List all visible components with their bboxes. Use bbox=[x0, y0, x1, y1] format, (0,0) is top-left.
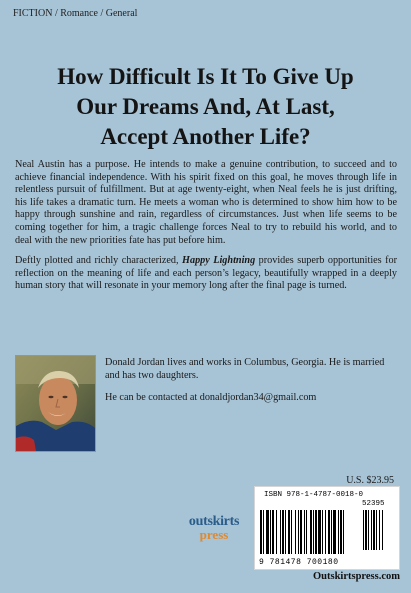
synopsis-paragraph-1: Neal Austin has a purpose. He intends to make a genuine contribution, to succeed and to achieve financial independence. With his spirit fixed on this goal, he moves through life in relentless pursuit of fulfillment. But at age twenty-eight, when Neal feels he is just drifting, his life takes a dramatic turn. He meets a woman who is determined to show him how to be happy through sunshine and rain, regardless of circumstances. Just when life seems to be coming together for him, a tragic challenge forces Neal to try to rebuild his world, and to deal with the new priorities fate has put before him. bbox=[15, 159, 397, 246]
synopsis-paragraph-2 bbox=[15, 255, 397, 293]
barcode-panel bbox=[254, 486, 400, 570]
publisher-logo-bottom: press bbox=[199, 527, 229, 542]
headline-line-3: Accept Another Life? bbox=[100, 124, 311, 149]
ean-digits: 9 781478 700180 bbox=[259, 558, 339, 567]
synopsis-p2-lead: Deftly plotted and richly characterized, bbox=[15, 255, 183, 267]
author-photo bbox=[15, 355, 96, 452]
headline-line-2: Our Dreams And, At Last, bbox=[76, 94, 335, 119]
price-label: U.S. $23.95 bbox=[346, 475, 394, 486]
book-title: Happy Lightning bbox=[182, 255, 256, 267]
publisher-website: Outskirtspress.com bbox=[312, 571, 400, 582]
category-label: FICTION / Romance / General bbox=[13, 8, 138, 19]
barcode-image bbox=[259, 510, 397, 556]
headline bbox=[0, 62, 411, 152]
author-contact: He can be contacted at donaldjordan34@gmail.com bbox=[105, 392, 317, 404]
isbn-label: ISBN 978-1-4787-0018-0 bbox=[264, 491, 364, 499]
publisher-logo-top: outskirts bbox=[188, 514, 240, 529]
author-bio bbox=[105, 357, 400, 415]
author-bio-text: Donald Jordan lives and works in Columbus, Georgia. He is married and has two daughters. bbox=[105, 357, 385, 381]
publisher-logo bbox=[184, 515, 244, 541]
synopsis bbox=[15, 159, 397, 301]
headline-line-1: How Difficult Is It To Give Up bbox=[57, 64, 354, 89]
price-addon-code: 52395 bbox=[362, 500, 385, 508]
synopsis-p2-rest: provides superb opportunities for reflection on the meaning of life and each person’s legacy, beautifully wrapped in a deeply human story that will resonate in your memory long after the final page is turned. bbox=[15, 255, 397, 292]
